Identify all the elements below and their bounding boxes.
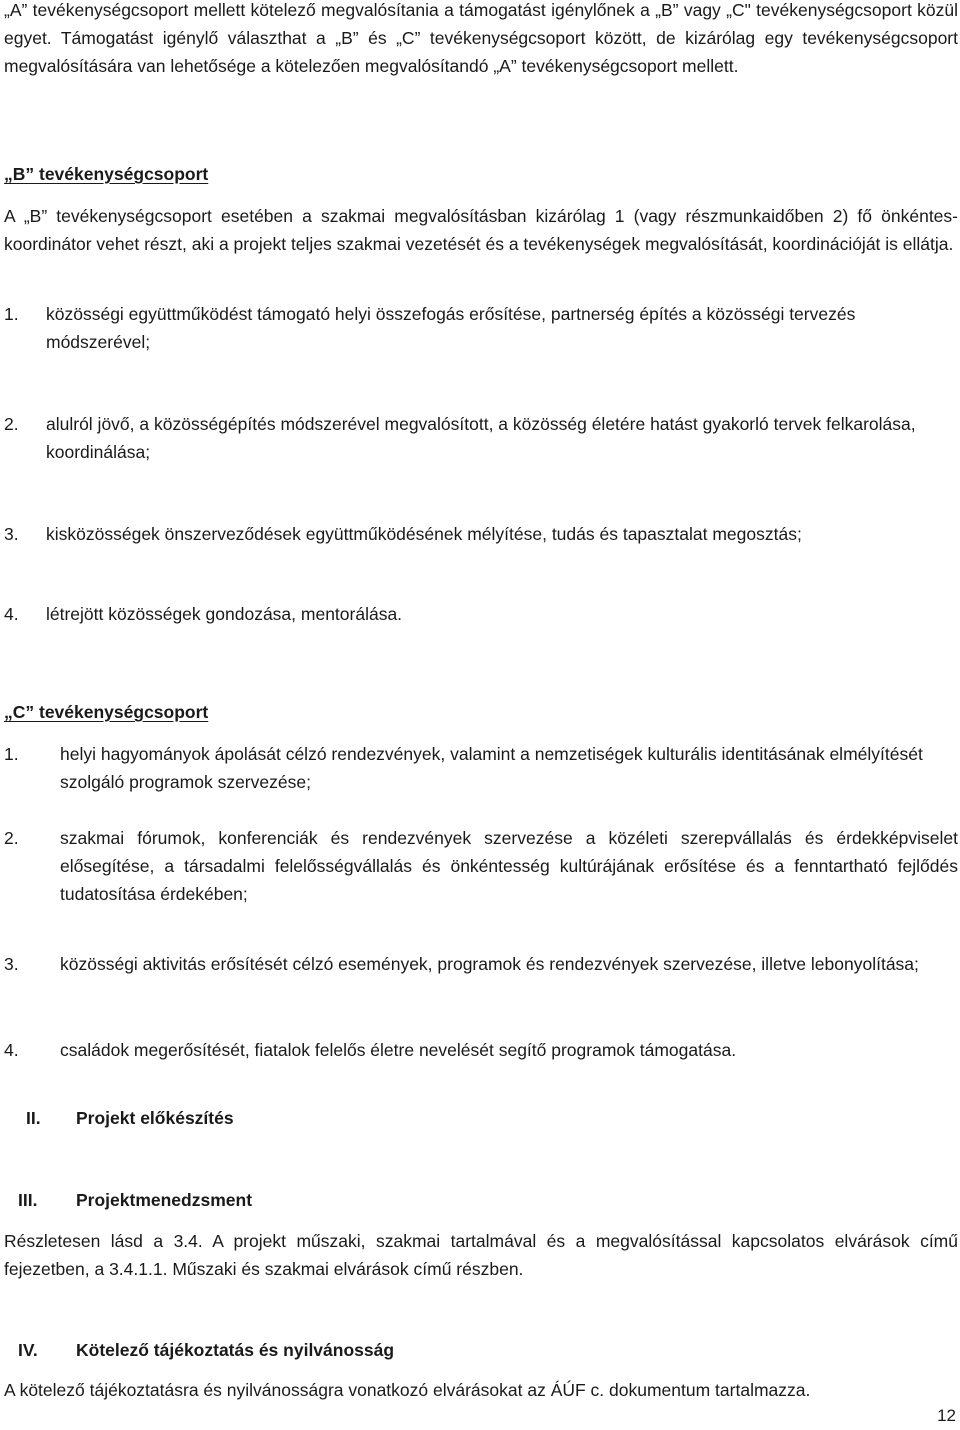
list-item-text: létrejött közösségek gondozása, mentorálása.	[46, 604, 403, 624]
list-item-number: 4.	[4, 604, 19, 624]
list-item	[4, 740, 958, 796]
section-iii-paragraph: Részletesen lásd a 3.4. A projekt műszaki, szakmai tartalmával és a megvalósítással kapcsolatos elvárások című fejezetben, a 3.4.1.1. Műszaki és szakmai elvárások című részben.	[4, 1231, 958, 1279]
section-ii-heading	[4, 1104, 234, 1132]
list-item	[4, 950, 958, 978]
list-item-number: 3.	[4, 954, 19, 974]
section-number: III.	[18, 1190, 38, 1210]
list-item	[4, 300, 958, 356]
list-item	[4, 520, 958, 548]
section-b-paragraph: A „B” tevékenységcsoport esetében a szakmai megvalósításban kizárólag 1 (vagy részmunkaidőben 2) fő önkéntes-koordinátor vehet részt, aki a projekt teljes szakmai vezetését és a tevékenységek megvalósítását, koordinációját is ellátja.	[4, 206, 958, 254]
page-number: 12	[937, 1406, 956, 1425]
section-title: Projekt előkészítés	[76, 1108, 234, 1128]
list-item	[4, 1036, 958, 1064]
section-number: IV.	[18, 1340, 38, 1360]
list-item-text: közösségi aktivitás erősítését célzó események, programok és rendezvények szervezése, illetve lebonyolítása;	[60, 954, 919, 974]
list-item-number: 2.	[4, 414, 19, 434]
section-b-heading: „B” tevékenységcsoport	[4, 164, 209, 184]
list-item-text: kisközösségek önszerveződések együttműködésének mélyítése, tudás és tapasztalat megosztás;	[46, 524, 802, 544]
intro-paragraph: „A” tevékenységcsoport mellett kötelező megvalósítania a támogatást igénylőnek a „B” vagy „C" tevékenységcsoport közül egyet. Támogatást igénylő választhat a „B” és „C” tevékenységcsoport között, de kizárólag egy tevékenységcsoport megvalósítására van lehetősége a kötelezően megvalósítandó „A” tevékenységcsoport mellett.	[4, 0, 958, 76]
list-item-number: 3.	[4, 524, 19, 544]
section-c-heading: „C” tevékenységcsoport	[4, 702, 209, 722]
section-number: II.	[26, 1108, 41, 1128]
section-title: Projektmenedzsment	[76, 1190, 253, 1210]
list-item-text: családok megerősítését, fiatalok felelős életre nevelését segítő programok támogatása.	[60, 1040, 737, 1060]
section-iv-heading	[4, 1336, 394, 1364]
list-item	[4, 410, 958, 466]
section-iii-heading	[4, 1186, 252, 1214]
list-item-number: 2.	[4, 828, 19, 848]
list-item-text: közösségi együttműködést támogató helyi összefogás erősítése, partnerség építés a közösségi tervezés módszerével;	[46, 304, 856, 352]
list-item-number: 4.	[4, 1040, 19, 1060]
section-iv-paragraph: A kötelező tájékoztatásra és nyilvánosságra vonatkozó elvárásokat az ÁÚF c. dokumentum tartalmazza.	[4, 1380, 811, 1400]
list-item-text: szakmai fórumok, konferenciák és rendezvények szervezése a közéleti szerepvállalás és érdekképviselet elősegítése, a társadalmi felelősségvállalás és önkéntesség kultúrájának erősítése és a fenntartható fejlődés tudatosítása érdekében;	[60, 828, 958, 904]
list-item	[4, 824, 958, 908]
list-item	[4, 600, 958, 628]
list-item-number: 1.	[4, 744, 19, 764]
list-item-text: alulról jövő, a közösségépítés módszerével megvalósított, a közösség életére hatást gyakorló tervek felkarolása, koordinálása;	[46, 414, 916, 462]
list-item-number: 1.	[4, 304, 19, 324]
list-item-text: helyi hagyományok ápolását célzó rendezvények, valamint a nemzetiségek kulturális identitásának elmélyítését szolgáló programok szervezése;	[60, 744, 923, 792]
section-title: Kötelező tájékoztatás és nyilvánosság	[76, 1340, 395, 1360]
